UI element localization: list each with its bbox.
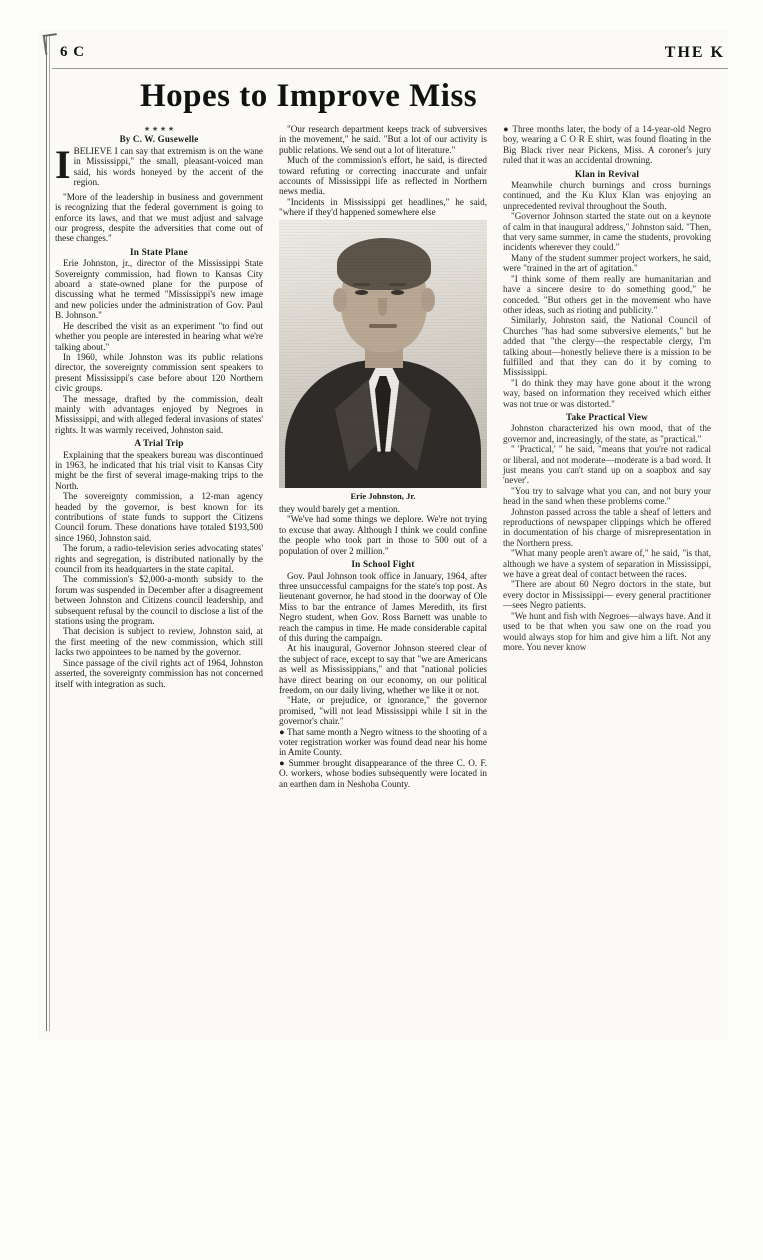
section-subhead: A Trial Trip <box>134 438 184 449</box>
article-paragraph: Johnston characterized his own mood, that of the governor and, increasingly, of the state, as "practical." <box>503 423 711 444</box>
masthead-fragment: THE K <box>664 44 725 61</box>
article-paragraph: That decision is subject to review, Johnston said, at the first meeting of the new commission, which still lacks two appointees to be named by the governor. <box>55 626 263 658</box>
article-paragraph: The message, drafted by the commission, dealt mainly with advantages enjoyed by Negroes in Mississippi, and with alleged federal invasions of states' rights. It was warmly received, Johnston said. <box>55 393 263 435</box>
column-3-body <box>503 124 711 652</box>
article-paragraph: He described the visit as an experiment "to find out whether you people are interested in hearing what we're talking about." <box>55 320 263 352</box>
section-subhead: Take Practical View <box>565 411 649 422</box>
article-paragraph: "Our research department keeps track of subversives in the movement," he said. "But a lot of our activity is public relations. We send out a lot of literature." <box>279 124 487 155</box>
article-paragraph: "Governor Johnson started the state out on a keynote of calm in that inaugural address," Johnston said. "Then, that very same summer, in came the students, provoking incidents wherever they could." <box>503 211 711 253</box>
article-paragraph: "There are about 60 Negro doctors in the state, but every doctor in Mississippi— every general practitioner—sees Negro patients. <box>503 579 711 611</box>
column-2-body <box>279 124 487 789</box>
article-paragraph: they would barely get a mention. <box>279 504 400 515</box>
article-paragraph: Gov. Paul Johnson took office in January, 1964, after three unsuccessful campaigns for the state's top post. As lieutenant governor, he had stood in the doorway of Ole Miss to bar the entrance of James Meredith, its first Negro student, when Gov. Ross Barnett was unable to reach the campus in time. He made considerable capital of this during the campaign. <box>279 570 487 643</box>
photo-block <box>279 220 487 501</box>
article-column-3 <box>503 124 711 652</box>
section-subhead: In School Fight <box>351 559 415 570</box>
byline-stars: ★ ★ ★ ★ <box>143 125 175 133</box>
article-paragraph: The forum, a radio-television series advocating states' rights and segregation, is distributed nationally by the council from its headquarters in the state capital. <box>55 543 263 575</box>
article-paragraph: The sovereignty commission, a 12-man agency headed by the governor, is best known for its contributions of state funds to support the Citizens Council forum. These donations have totaled $193,500 since 1960, Johnston said. <box>55 491 263 543</box>
article-paragraph: In 1960, while Johnston was its public relations director, the sovereignty commission sent speakers to present Mississippi's case before about 120 Northern civic groups. <box>55 351 263 394</box>
article-paragraph: "We've had some things we deplore. We're not trying to excuse that away. Although I think we could confine the people who took part in those to 500 out of a population of over 2 million." <box>279 514 487 556</box>
left-margin-rule-secondary <box>49 36 50 1031</box>
article-paragraph: Similarly, Johnston said, the National Council of Churches "has had some subversive elements," but he added that "the clergy—the respectable clergy, I'm talking about—honestly believe there is a mission to be fulfilled and that they can do it by coming to Mississippi. <box>503 315 711 378</box>
article-paragraph: Explaining that the speakers bureau was discontinued in 1963, he indicated that his trial visit to Kansas City might be the first of several image-making trips to the North. <box>55 449 263 491</box>
portrait-grain <box>279 220 487 488</box>
article-paragraph: IBELIEVE I can say that extremism is on the wane in Mississippi," the small, pleasant-voiced man said, his words honeyed by the accent of the region. <box>55 141 263 188</box>
article-paragraph: ● Summer brought disappearance of the three C. O. F. O. workers, whose bodies subsequently were located in an earthen dam in Neshoba County. <box>279 757 487 789</box>
drop-cap: I <box>55 141 71 187</box>
article-paragraph: " 'Practical,' " he said, "means that you're not radical or liberal, and not moderate—moderate is a bad word. It just means you can't stand up on a soapbox and say 'never'. <box>503 444 711 486</box>
article-paragraph: ● That same month a Negro witness to the shooting of a voter registration worker was found dead near his home in Amite County. <box>279 726 487 758</box>
left-margin-rule <box>46 36 47 1031</box>
page-headline: Hopes to Improve Miss <box>140 78 478 114</box>
article-column-2 <box>279 124 487 789</box>
column-1-body <box>55 141 263 689</box>
article-column-1 <box>55 124 263 689</box>
article-paragraph: "Hate, or prejudice, or ignorance," the governor promised, "will not lead Mississippi while I sit in the governor's chair." <box>279 695 487 727</box>
article-paragraph: "I think some of them really are humanitarian and have a sincere desire to do something good," he conceded. "But others get in the movement who have other ideas, such as rioting and publicity." <box>503 273 711 315</box>
article-paragraph: Meanwhile church burnings and cross burnings continued, and the Ku Klux Klan was enjoying an unprecedented revival throughout the South. <box>503 180 711 211</box>
section-subhead: In State Plane <box>130 246 188 257</box>
article-paragraph: "We hunt and fish with Negroes—always have. And it used to be that when you saw one on the road you would always stop for him and give him a lift. Not any more. You never know <box>503 610 711 652</box>
section-subhead: Klan in Revival <box>574 168 640 179</box>
byline <box>55 124 263 145</box>
article-paragraph: ● Three months later, the body of a 14-year-old Negro boy, wearing a C O R E shirt, was found floating in the Big Black river near Pickens, Miss. A coroner's jury ruled that it was an accidental drowning. <box>503 124 711 166</box>
photo-caption: Erie Johnston, Jr. <box>350 490 416 501</box>
article-paragraph: Many of the student summer project workers, he said, were "trained in the art of agitation." <box>503 252 711 274</box>
article-paragraph: Johnston passed across the table a sheaf of letters and reproductions of newspaper clippings which he offered in documentation of his charge of misrepresentation in the Northern press. <box>503 506 711 548</box>
page-folio: 6 C <box>60 44 86 60</box>
article-paragraph: "I do think they may have gone about it the wrong way, based on information they received which either was not true or was distorted." <box>503 377 711 409</box>
article-columns <box>55 124 725 1034</box>
header-rule <box>52 68 728 69</box>
article-paragraph: Since passage of the civil rights act of 1964, Johnston asserted, the sovereignty commission has not concerned itself with integration as such. <box>55 657 263 689</box>
article-paragraph: Erie Johnston, jr., director of the Mississippi State Sovereignty commission, had flown to Kansas City aboard a state-owned plane for the purpose of discussing what he termed "Mississippi's new image and new policies under the administration of Gov. Paul B. Johnson." <box>55 258 263 321</box>
article-paragraph: "Incidents in Mississippi get headlines," he said, "where if they'd happened somewhere else <box>279 196 487 218</box>
article-paragraph: "More of the leadership in business and government is recognizing that the federal government is going to enforce its laws, and that we must adjust and salvage our progress, despite the adversities that come out of these changes." <box>55 191 263 244</box>
article-paragraph: "You try to salvage what you can, and not bury your head in the sand when these problems come." <box>503 485 711 507</box>
article-paragraph: "What many people aren't aware of," he said, "is that, although we have a system of separation in Mississippi, we have a great deal of contact between the races. <box>503 548 711 580</box>
article-paragraph: At his inaugural, Governor Johnson steered clear of the subject of race, except to say that "we are Americans as well as Mississippians," and that "national policies have direct bearing on our economy, on our political freedom, on our daily living, whether we like it or not. <box>279 643 487 695</box>
article-paragraph: Much of the commission's effort, he said, is directed toward refuting or correcting inaccurate and unfair accounts of Mississippi life as reflected in Northern news media. <box>279 155 487 197</box>
byline-name: By C. W. Gusewelle <box>119 134 199 145</box>
article-paragraph: The commission's $2,000-a-month subsidy to the forum was suspended in December after a disagreement between Johnston and Citizens council leadership, and subsequent refusal by the council to disclose a list of the stations using the program. <box>55 574 263 627</box>
portrait-photo <box>279 220 487 488</box>
